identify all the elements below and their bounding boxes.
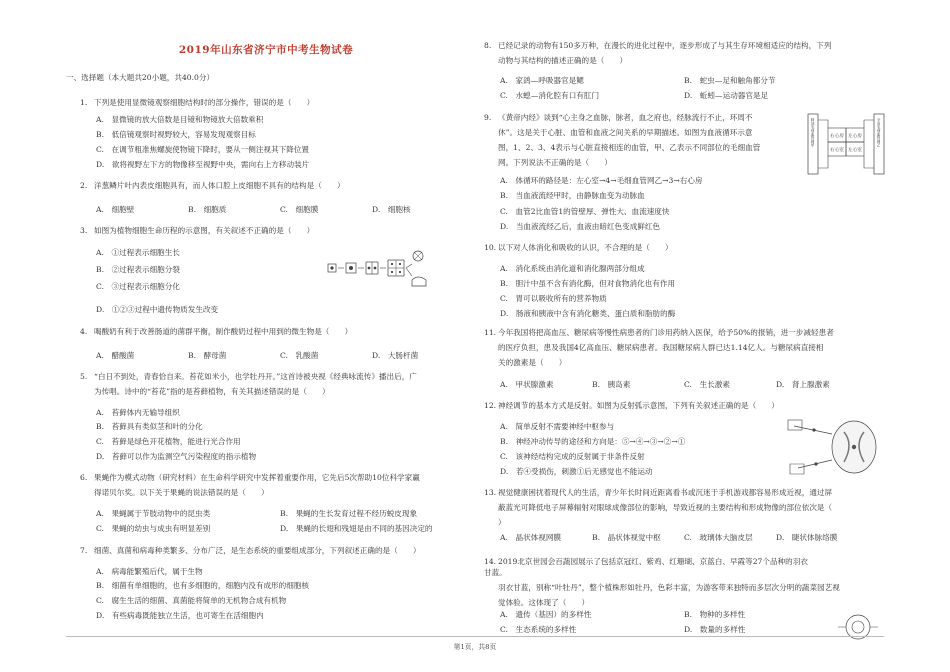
- question-stem-line-3: 觉体验。这体现了（ ）: [498, 598, 590, 607]
- option-b: B. 酵母菌: [188, 351, 227, 360]
- question-13: [484, 487, 884, 528]
- option-c: C. 乳酸菌: [280, 351, 319, 360]
- question-stem: 细菌、真菌和病毒种类繁多、分布广泛，是生态系统的重要组成部分，下列叙述正确的是（ ）: [94, 546, 421, 555]
- question-3: [80, 225, 470, 236]
- body-capillary-label: 全身毛细血管网乙: [877, 118, 881, 147]
- option-a: A. 晶状体视网膜: [500, 533, 562, 542]
- question-stem-line-1: 今年我国将把高血压、糖尿病等慢性病患者的门诊用药纳入医保，给予50%的报销，进一步减轻患者: [498, 328, 834, 337]
- question-stem-line-2: 动物与其结构的描述正确的是（ ）: [498, 56, 628, 65]
- option-d: D. 有些病毒既能独立生活，也可寄生在活细胞内: [96, 611, 264, 620]
- question-2: [80, 180, 470, 191]
- reflex-arc-figure: [784, 414, 884, 480]
- option-b: B. 细菌有单细胞的，也有多细胞的，细胞内没有成形的细胞核: [96, 581, 310, 590]
- question-stem-line-1: 《黄帝内经》谈到“心主身之血脉，脉者，血之府也，经脉流行不止，环周不: [498, 113, 753, 122]
- question-10: [484, 242, 884, 253]
- question-8: [484, 40, 884, 66]
- question-stem: 如图为植物细胞生命历程的示意图，有关叙述不正确的是（ ）: [94, 226, 315, 235]
- option-a: A. ①过程表示细胞生长: [96, 248, 180, 257]
- option-a: A. 果蝇属于节肢动物中的昆虫类: [96, 509, 211, 518]
- question-stem-line-2: 得诺贝尔奖。以下关于果蝇的说法错误的是（ ）: [94, 488, 269, 497]
- option-d: D. 果蝇的长翅和残翅是由不同的基因决定的: [280, 524, 433, 533]
- question-stem: 神经调节的基本方式是反射。如图为反射弧示意图，下列有关叙述正确的是（ ）: [498, 401, 779, 410]
- question-11: [484, 327, 884, 368]
- question-stem-line-2: 羽衣甘蓝，别称“叶牡丹”，整个植株形如牡丹，色彩丰富，为游客带来独特而多层次分明的蔬菜园艺视: [498, 583, 840, 592]
- question-stem: 洋葱鳞片叶内表皮细胞具有，而人体口腔上皮细胞不具有的结构是（ ）: [94, 181, 345, 190]
- lung-capillary-label: 肺部毛细血管网甲: [811, 118, 815, 147]
- option-d: D. 大肠杆菌: [372, 351, 419, 360]
- option-c: C. 生长激素: [684, 380, 730, 389]
- option-d: D. 睫状体脉络膜: [776, 533, 838, 542]
- question-stem-line-2: 蔽蓝光可降低电子屏幕辐射对眼球成像部位的影响，导致近视的主要结构和形成物像的部位依次是（: [498, 503, 833, 512]
- effector-shape: [790, 464, 804, 474]
- question-number: 5.: [80, 372, 88, 381]
- question-9: [484, 112, 804, 168]
- option-b: B. 蛇虫—足和触角都分节: [684, 76, 776, 85]
- option-a: A. 家鸽—呼吸器官是鳃: [500, 76, 584, 85]
- question-stem: 喝酸奶有利于改善肠道的菌群平衡，制作酸奶过程中用到的微生物是（ ）: [94, 327, 353, 336]
- right-ventricle-label: 右心室: [830, 148, 844, 153]
- option-c: C. 玻璃体大脑皮层: [684, 533, 753, 542]
- option-a: A. 苔藓体内无输导组织: [96, 408, 180, 417]
- option-c: C. 腐生生活的细菌、真菌能将简单的无机物合成有机物: [96, 596, 287, 605]
- option-b: B. 胆汁中虽不含有消化酶，但对食物消化也有作用: [500, 279, 676, 288]
- option-a: A. 简单反射不需要神经中枢参与: [500, 422, 615, 431]
- question-number: 4.: [80, 327, 88, 336]
- option-d: D. 数量的多样性: [684, 625, 746, 634]
- question-12: [484, 400, 884, 411]
- option-a: A. 遗传（基因）的多样性: [500, 610, 592, 619]
- question-number: 2.: [80, 181, 88, 190]
- cell-life-course-figure: [326, 246, 430, 288]
- option-b: B. ②过程表示细胞分裂: [96, 265, 180, 274]
- question-stem-line-3: 关的激素是（ ）: [498, 358, 567, 367]
- question-number: 6.: [80, 473, 88, 482]
- footer-rule: [66, 636, 884, 637]
- option-b: B. 低倍镜观察时视野较大，容易发现观察目标: [96, 130, 256, 139]
- question-stem-line-4: 网。下列说法不正确的是（ ）: [498, 158, 612, 167]
- option-a: A. 细胞壁: [96, 205, 135, 214]
- left-ventricle-label: 左心室: [848, 148, 862, 153]
- receptor-shape: [788, 420, 802, 430]
- question-7: [80, 545, 480, 556]
- question-stem-line-2: 休”。这是关于心脏、血管和血液之间关系的早期描述。如图为血液循环示意: [498, 128, 753, 137]
- option-d: D. 若④受损伤，刺激①后无感觉也不能运动: [500, 467, 653, 476]
- question-stem-line-3: ）: [498, 518, 506, 527]
- option-c: C. 血管2比血管1的管壁厚、弹性大、血流速度快: [500, 207, 670, 216]
- option-d: D. 肾上腺激素: [776, 380, 830, 389]
- question-stem-line-1: 视觉健康困扰着现代人的生活，青少年长时间近距离看书或沉迷于手机游戏都容易形成近视，通过屏: [498, 488, 833, 497]
- option-d: D. 欲将视野左下方的物像移至视野中央，需向右上方移动装片: [96, 160, 310, 169]
- option-b: B. 神经冲动传导的途径和方向是：⑤→④→③→②→①: [500, 437, 686, 446]
- question-number: 10.: [484, 243, 497, 252]
- option-a: A. 体循环的路径是：左心室→4→毛细血管网乙→3→右心房: [500, 176, 703, 185]
- option-c: C. 胃可以吸收所有的营养物质: [500, 294, 607, 303]
- option-c: C. 果蝇的幼虫与成虫有明显差别: [96, 524, 211, 533]
- option-b: B. 苔藓具有类似茎和叶的分化: [96, 422, 203, 431]
- question-number: 11.: [484, 328, 497, 337]
- question-14: [484, 556, 840, 608]
- option-c: C. 水螅—消化腔有口有肛门: [500, 91, 600, 100]
- option-d: D. 蚯蚓—运动器官是足: [684, 91, 769, 100]
- question-number: 3.: [80, 226, 88, 235]
- option-b: B. 物种的多样性: [684, 610, 746, 619]
- option-a: A. 醋酸菌: [96, 351, 135, 360]
- option-c: C. 该神经结构完成的反射属于非条件反射: [500, 452, 645, 461]
- question-stem-line-1: 已经记录的动物有150多万种，在漫长的进化过程中，逐步形成了与其生存环境相适应的结构，下列: [498, 41, 832, 50]
- question-number: 1.: [80, 98, 88, 107]
- option-b: B. 果蝇的生长发育过程不经历蜕皮现象: [280, 509, 418, 518]
- option-d: D. ①②③过程中遗传物质发生改变: [96, 305, 219, 314]
- option-c: C. 苔藓是绿色开花植物，能进行光合作用: [96, 437, 241, 446]
- option-b: B. 胰岛素: [592, 380, 631, 389]
- question-stem: 下列是使用显微镜观察细胞结构时的部分操作，错误的是（ ）: [94, 98, 315, 107]
- option-c: C. 细胞膜: [280, 205, 319, 214]
- option-a: A. 显微镜的放大倍数是目镜和物镜放大倍数乘积: [96, 115, 264, 124]
- question-stem-line-1: 果蝇作为模式动物（研究材料）在生命科学研究中发挥着重要作用，它先后5次帮助10位科学家赢: [94, 473, 420, 482]
- option-a: A. 病毒能繁殖后代，属于生物: [96, 567, 203, 576]
- option-c: C. ③过程表示细胞分化: [96, 282, 180, 291]
- question-stem-line-2: 的医疗负担，患及我国4亿高血压、糖尿病患者。我国糖尿病人群已达1.14亿人。与糖尿病直接相: [498, 343, 824, 352]
- option-b: B. 当血液流经甲时，由静脉血变为动脉血: [500, 191, 645, 200]
- option-c: C. 在调节粗准焦螺旋使物镜下降时，要从一侧注视其下降位置: [96, 145, 309, 154]
- option-a: A. 消化系统由消化道和消化腺两部分组成: [500, 264, 645, 273]
- section-heading: 一、选择题（本大题共20小题，共40.0分）: [66, 73, 215, 82]
- option-d: D. 当血液流经乙后，血液由暗红色变成鲜红色: [500, 222, 661, 231]
- question-stem: 以下对人体消化和吸收的认识，不合理的是（ ）: [498, 243, 673, 252]
- option-d: D. 苔藓可以作为监测空气污染程度的指示植物: [96, 452, 257, 461]
- question-4: [80, 326, 470, 337]
- right-atrium-label: 右心房: [830, 134, 844, 139]
- question-number: 9.: [484, 113, 492, 122]
- option-c: C. 生态系统的多样性: [500, 625, 577, 634]
- question-stem-line-2: 为传唱。诗中的“苔花”指的是苔藓植物，有关其描述错误的是（ ）: [94, 387, 330, 396]
- option-b: B. 晶状体视觉中枢: [592, 533, 661, 542]
- question-number: 8.: [484, 41, 492, 50]
- option-b: B. 细胞质: [188, 205, 227, 214]
- question-6: [80, 472, 480, 498]
- option-a: A. 甲状腺激素: [500, 380, 554, 389]
- question-number: 12.: [484, 401, 497, 410]
- blood-circulation-figure: [806, 110, 886, 178]
- option-d: D. 肠液和胰液中含有消化糖类、蛋白质和脂肪的酶: [500, 309, 676, 318]
- eye-structure-figure: [834, 610, 882, 644]
- question-number: 13.: [484, 488, 497, 497]
- left-atrium-label: 左心房: [848, 134, 862, 139]
- question-stem-line-1: “白日不到处，青春恰自来。苔花如米小，也学牡丹开。”这首诗被央视《经典咏流传》播出后，广: [94, 372, 417, 381]
- question-stem-line-1: 2019北京世园会百蔬园展示了包括京冠红、紫鸡、红珊瑚、京蓝白、早霞等27个品种的羽衣甘蓝。: [484, 557, 808, 577]
- question-number: 7.: [80, 546, 88, 555]
- page-footer: 第1页，共8页: [453, 643, 497, 651]
- question-5: [80, 371, 480, 397]
- question-stem-line-3: 图，1、2、3、4表示与心脏直接相连的血管，甲、乙表示不同部位的毛细血管: [498, 143, 761, 152]
- question-number: 14.: [484, 557, 497, 566]
- option-d: D. 细胞核: [372, 205, 411, 214]
- page-title: 2019年山东省济宁市中考生物试卷: [178, 44, 354, 56]
- question-1: [80, 97, 470, 108]
